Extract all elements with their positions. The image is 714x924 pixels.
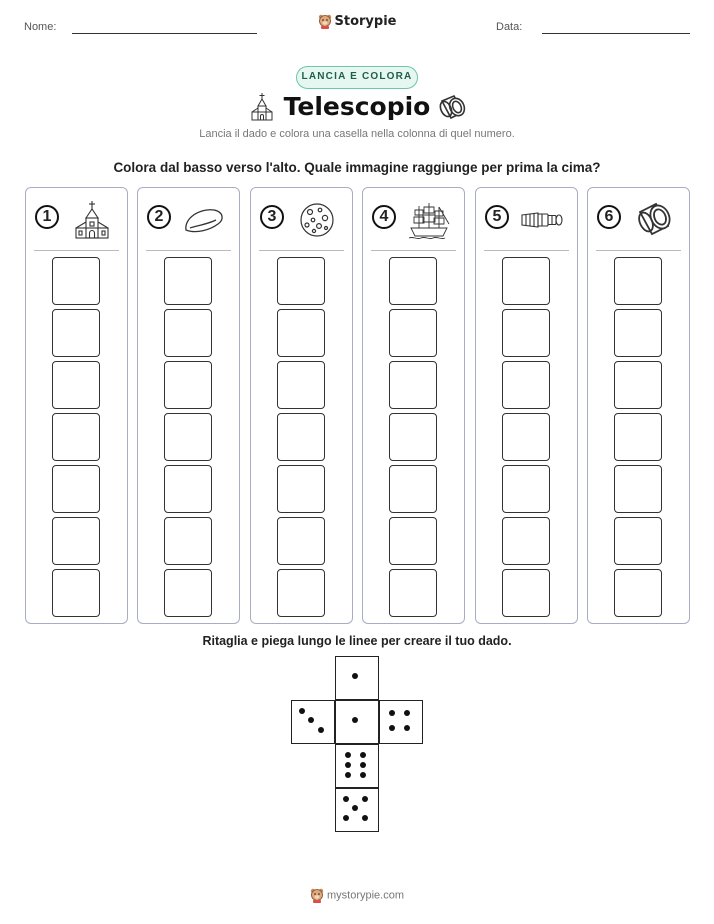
color-box[interactable]	[277, 309, 325, 357]
color-box[interactable]	[614, 413, 662, 461]
moon-icon	[295, 198, 339, 242]
column-2	[137, 187, 240, 624]
color-box[interactable]	[614, 257, 662, 305]
date-line[interactable]	[542, 33, 690, 34]
color-box[interactable]	[164, 517, 212, 565]
color-box[interactable]	[277, 517, 325, 565]
pip	[362, 815, 368, 821]
pip	[345, 762, 351, 768]
die-face-4	[379, 700, 423, 744]
color-box[interactable]	[502, 257, 550, 305]
color-box[interactable]	[164, 465, 212, 513]
telescope-lens-icon	[632, 198, 676, 242]
activity-badge: LANCIA E COLORA	[296, 66, 418, 89]
color-box[interactable]	[502, 517, 550, 565]
color-box[interactable]	[164, 413, 212, 461]
color-box[interactable]	[614, 517, 662, 565]
color-box[interactable]	[502, 465, 550, 513]
pip	[299, 708, 305, 714]
pip	[404, 725, 410, 731]
column-divider	[34, 250, 119, 251]
die-face-6	[335, 744, 379, 788]
color-box[interactable]	[52, 569, 100, 617]
pip	[362, 796, 368, 802]
color-box[interactable]	[389, 465, 437, 513]
pip	[360, 772, 366, 778]
column-divider	[596, 250, 681, 251]
pip	[308, 717, 314, 723]
column-number: 6	[597, 205, 621, 229]
color-box[interactable]	[502, 361, 550, 409]
color-box[interactable]	[277, 257, 325, 305]
color-box[interactable]	[502, 309, 550, 357]
die-face-5	[335, 788, 379, 832]
pip	[345, 752, 351, 758]
color-box[interactable]	[614, 569, 662, 617]
color-box[interactable]	[52, 517, 100, 565]
pip	[343, 796, 349, 802]
color-box[interactable]	[277, 361, 325, 409]
color-box[interactable]	[277, 465, 325, 513]
spyglass-icon	[520, 198, 564, 242]
church-icon	[70, 198, 114, 242]
bear-logo-icon	[310, 888, 324, 903]
color-box[interactable]	[389, 361, 437, 409]
color-box[interactable]	[164, 569, 212, 617]
column-number: 5	[485, 205, 509, 229]
brand-logo	[0, 14, 714, 29]
die-face-1	[335, 656, 379, 700]
color-box[interactable]	[164, 361, 212, 409]
pip	[352, 717, 358, 723]
column-3	[250, 187, 353, 624]
column-6	[587, 187, 690, 624]
color-box[interactable]	[614, 309, 662, 357]
color-box[interactable]	[164, 309, 212, 357]
die-face-1-center	[335, 700, 379, 744]
page-title: Telescopio	[283, 92, 431, 121]
color-box[interactable]	[502, 569, 550, 617]
bear-logo-icon	[318, 14, 332, 29]
pip	[343, 815, 349, 821]
color-box[interactable]	[389, 309, 437, 357]
column-number: 3	[260, 205, 284, 229]
column-1	[25, 187, 128, 624]
color-box[interactable]	[52, 361, 100, 409]
pip	[345, 772, 351, 778]
date-label: Data:	[496, 21, 523, 33]
column-5	[475, 187, 578, 624]
color-box[interactable]	[164, 257, 212, 305]
column-number: 4	[372, 205, 396, 229]
brand-name: Storypie	[334, 14, 397, 29]
pip	[360, 752, 366, 758]
color-box[interactable]	[389, 257, 437, 305]
ship-icon	[407, 198, 451, 242]
die-face-3	[291, 700, 335, 744]
color-box[interactable]	[614, 361, 662, 409]
pip	[318, 727, 324, 733]
telescope-lens-title-icon	[436, 92, 468, 122]
pip	[352, 805, 358, 811]
name-line[interactable]	[72, 33, 257, 34]
footer-url[interactable]: mystorypie.com	[326, 889, 405, 902]
color-box[interactable]	[502, 413, 550, 461]
pip	[360, 762, 366, 768]
page-subtitle: Lancia il dado e colora una casella nella colonna di quel numero.	[199, 128, 515, 140]
column-divider	[484, 250, 569, 251]
color-box[interactable]	[277, 413, 325, 461]
pip	[389, 710, 395, 716]
color-box[interactable]	[277, 569, 325, 617]
name-label: Nome:	[24, 21, 57, 33]
color-box[interactable]	[52, 413, 100, 461]
column-divider	[259, 250, 344, 251]
column-number: 2	[147, 205, 171, 229]
pip	[352, 673, 358, 679]
color-box[interactable]	[52, 465, 100, 513]
column-divider	[146, 250, 231, 251]
column-number: 1	[35, 205, 59, 229]
coloring-instruction: Colora dal basso verso l'alto. Quale immagine raggiunge per prima la cima?	[113, 160, 601, 175]
footer	[0, 888, 714, 903]
color-box[interactable]	[389, 413, 437, 461]
column-4	[362, 187, 465, 624]
pip	[389, 725, 395, 731]
cut-instruction: Ritaglia e piega lungo le linee per creare il tuo dado.	[202, 634, 512, 648]
color-box[interactable]	[389, 569, 437, 617]
column-divider	[371, 250, 456, 251]
color-box[interactable]	[52, 257, 100, 305]
color-box[interactable]	[389, 517, 437, 565]
color-box[interactable]	[52, 309, 100, 357]
color-box[interactable]	[614, 465, 662, 513]
bread-icon	[182, 198, 226, 242]
pip	[404, 710, 410, 716]
